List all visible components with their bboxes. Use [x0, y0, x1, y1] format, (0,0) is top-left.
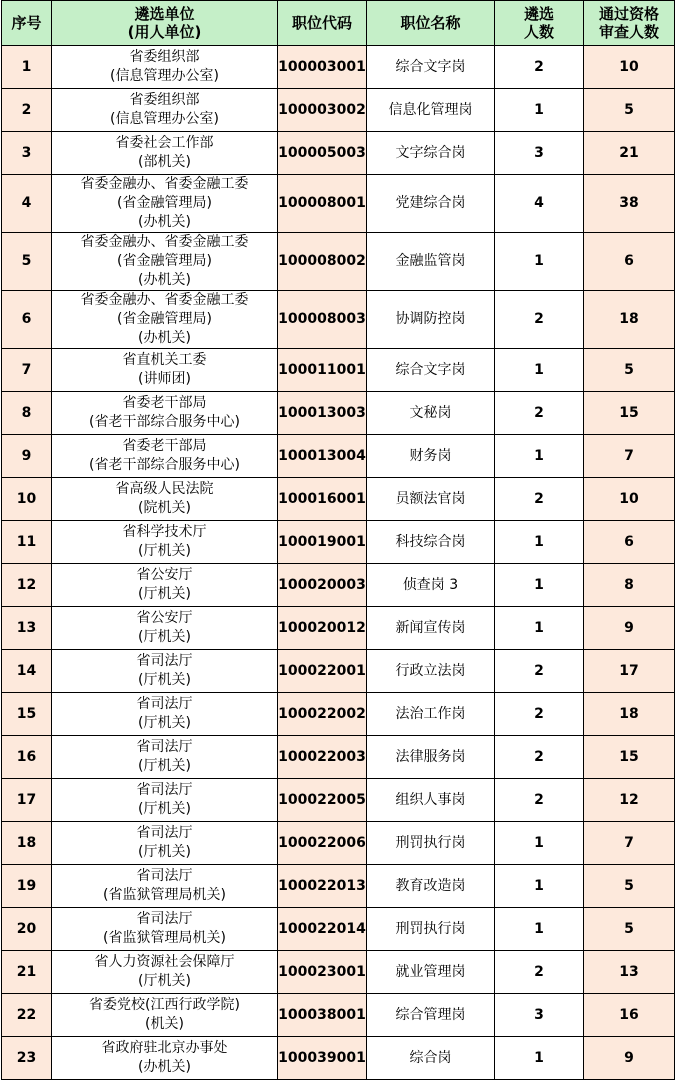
unit-line: 省委组织部 — [129, 92, 200, 108]
cell-unit — [52, 521, 278, 564]
cell-seq: 17 — [2, 779, 52, 822]
cell-passed: 6 — [584, 521, 675, 564]
unit-line: 省委金融办、省委金融工委 — [80, 234, 249, 250]
cell-code: 100023001 — [278, 951, 367, 994]
cell-position-name: 综合文字岗 — [367, 349, 495, 392]
cell-code: 100003002 — [278, 89, 367, 132]
unit-line: (部机关) — [138, 154, 191, 170]
header-passed-line1: 通过资格 — [598, 5, 659, 23]
cell-unit — [52, 46, 278, 89]
unit-line: (厅机关) — [138, 586, 191, 602]
unit-line: 省司法厅 — [136, 739, 193, 755]
cell-passed: 5 — [584, 908, 675, 951]
header-unit-line2: (用人单位) — [127, 23, 202, 41]
cell-unit — [52, 607, 278, 650]
cell-seq: 9 — [2, 435, 52, 478]
selection-results-table — [1, 0, 675, 1080]
unit-line: (省监狱管理局机关) — [103, 930, 226, 946]
cell-unit — [52, 349, 278, 392]
cell-passed: 18 — [584, 693, 675, 736]
cell-count: 1 — [495, 233, 584, 291]
cell-code: 100022006 — [278, 822, 367, 865]
unit-line: (信息管理办公室) — [110, 68, 219, 84]
cell-seq: 21 — [2, 951, 52, 994]
cell-unit — [52, 89, 278, 132]
cell-passed: 9 — [584, 607, 675, 650]
cell-seq: 19 — [2, 865, 52, 908]
cell-position-name: 金融监管岗 — [367, 233, 495, 291]
cell-count: 3 — [495, 132, 584, 175]
cell-code: 100016001 — [278, 478, 367, 521]
cell-unit — [52, 994, 278, 1037]
cell-seq: 16 — [2, 736, 52, 779]
cell-code: 100019001 — [278, 521, 367, 564]
table-row — [2, 865, 675, 908]
cell-unit — [52, 736, 278, 779]
unit-line: (院机关) — [138, 500, 191, 516]
unit-line: 省司法厅 — [136, 653, 193, 669]
cell-code: 100022001 — [278, 650, 367, 693]
table-row — [2, 1037, 675, 1080]
cell-count: 1 — [495, 435, 584, 478]
cell-code: 100013004 — [278, 435, 367, 478]
cell-count: 1 — [495, 822, 584, 865]
table-row — [2, 521, 675, 564]
unit-line: (办机关) — [138, 330, 191, 346]
table-row — [2, 736, 675, 779]
cell-seq: 3 — [2, 132, 52, 175]
cell-position-name: 综合岗 — [367, 1037, 495, 1080]
cell-seq: 15 — [2, 693, 52, 736]
unit-line: (信息管理办公室) — [110, 111, 219, 127]
header-seq: 序号 — [2, 1, 52, 46]
cell-seq: 23 — [2, 1037, 52, 1080]
cell-count: 4 — [495, 175, 584, 233]
cell-seq: 14 — [2, 650, 52, 693]
cell-unit — [52, 865, 278, 908]
cell-position-name: 刑罚执行岗 — [367, 822, 495, 865]
cell-code: 100038001 — [278, 994, 367, 1037]
cell-position-name: 法治工作岗 — [367, 693, 495, 736]
header-count-line2: 人数 — [523, 23, 554, 41]
cell-code: 100008003 — [278, 291, 367, 349]
cell-count: 2 — [495, 478, 584, 521]
table-row — [2, 392, 675, 435]
table-row — [2, 779, 675, 822]
unit-line: 省委金融办、省委金融工委 — [80, 176, 249, 192]
table-row — [2, 132, 675, 175]
unit-line: 省政府驻北京办事处 — [101, 1040, 228, 1056]
unit-line: (厅机关) — [138, 543, 191, 559]
unit-line: (厅机关) — [138, 758, 191, 774]
cell-code: 100022005 — [278, 779, 367, 822]
cell-position-name: 协调防控岗 — [367, 291, 495, 349]
cell-count: 3 — [495, 994, 584, 1037]
cell-position-name: 员额法官岗 — [367, 478, 495, 521]
cell-code: 100020003 — [278, 564, 367, 607]
table-row — [2, 46, 675, 89]
cell-seq: 6 — [2, 291, 52, 349]
cell-code: 100020012 — [278, 607, 367, 650]
cell-position-name: 综合文字岗 — [367, 46, 495, 89]
cell-unit — [52, 822, 278, 865]
cell-unit — [52, 564, 278, 607]
cell-code: 100022002 — [278, 693, 367, 736]
cell-position-name: 财务岗 — [367, 435, 495, 478]
unit-line: (厅机关) — [138, 672, 191, 688]
cell-count: 1 — [495, 908, 584, 951]
table-row — [2, 822, 675, 865]
unit-line: (省老干部综合服务中心) — [89, 414, 240, 430]
cell-passed: 15 — [584, 736, 675, 779]
cell-unit — [52, 175, 278, 233]
unit-line: (办机关) — [138, 272, 191, 288]
unit-line: (省金融管理局) — [117, 195, 212, 211]
cell-seq: 18 — [2, 822, 52, 865]
table-row — [2, 89, 675, 132]
unit-line: 省委金融办、省委金融工委 — [80, 292, 249, 308]
unit-line: (讲师团) — [138, 371, 191, 387]
unit-line: 省高级人民法院 — [115, 481, 214, 497]
table-row — [2, 607, 675, 650]
cell-code: 100022013 — [278, 865, 367, 908]
unit-line: 省司法厅 — [136, 782, 193, 798]
cell-seq: 11 — [2, 521, 52, 564]
cell-seq: 1 — [2, 46, 52, 89]
cell-count: 1 — [495, 521, 584, 564]
cell-code: 100011001 — [278, 349, 367, 392]
unit-line: 省司法厅 — [136, 825, 193, 841]
header-count — [495, 1, 584, 46]
cell-position-name: 刑罚执行岗 — [367, 908, 495, 951]
table-row — [2, 951, 675, 994]
header-code: 职位代码 — [278, 1, 367, 46]
table-row — [2, 650, 675, 693]
cell-passed: 17 — [584, 650, 675, 693]
unit-line: 省委老干部局 — [122, 438, 207, 454]
cell-position-name: 科技综合岗 — [367, 521, 495, 564]
unit-line: 省司法厅 — [136, 696, 193, 712]
cell-count: 1 — [495, 1037, 584, 1080]
unit-line: 省人力资源社会保障厅 — [94, 954, 235, 970]
header-passed — [584, 1, 675, 46]
cell-passed: 16 — [584, 994, 675, 1037]
unit-line: (厅机关) — [138, 844, 191, 860]
unit-line: (厅机关) — [138, 629, 191, 645]
cell-unit — [52, 435, 278, 478]
cell-count: 2 — [495, 779, 584, 822]
unit-line: 省委社会工作部 — [115, 135, 214, 151]
cell-position-name: 侦查岗 3 — [367, 564, 495, 607]
cell-count: 1 — [495, 89, 584, 132]
cell-code: 100008001 — [278, 175, 367, 233]
header-unit-line1: 遴选单位 — [134, 5, 195, 23]
cell-passed: 38 — [584, 175, 675, 233]
cell-passed: 6 — [584, 233, 675, 291]
cell-position-name: 文字综合岗 — [367, 132, 495, 175]
cell-count: 1 — [495, 564, 584, 607]
header-unit — [52, 1, 278, 46]
cell-position-name: 法律服务岗 — [367, 736, 495, 779]
cell-position-name: 就业管理岗 — [367, 951, 495, 994]
cell-passed: 13 — [584, 951, 675, 994]
cell-seq: 13 — [2, 607, 52, 650]
unit-line: (厅机关) — [138, 801, 191, 817]
cell-code: 100039001 — [278, 1037, 367, 1080]
unit-line: 省委老干部局 — [122, 395, 207, 411]
cell-seq: 20 — [2, 908, 52, 951]
table-body — [2, 46, 675, 1080]
cell-count: 2 — [495, 736, 584, 779]
unit-line: 省司法厅 — [136, 868, 193, 884]
cell-count: 1 — [495, 349, 584, 392]
table-row — [2, 564, 675, 607]
table-row — [2, 435, 675, 478]
cell-code: 100008002 — [278, 233, 367, 291]
table-row — [2, 349, 675, 392]
cell-unit — [52, 693, 278, 736]
cell-position-name: 行政立法岗 — [367, 650, 495, 693]
cell-passed: 15 — [584, 392, 675, 435]
cell-position-name: 信息化管理岗 — [367, 89, 495, 132]
cell-seq: 10 — [2, 478, 52, 521]
unit-line: (省金融管理局) — [117, 311, 212, 327]
unit-line: (机关) — [145, 1016, 184, 1032]
cell-passed: 7 — [584, 822, 675, 865]
cell-passed: 12 — [584, 779, 675, 822]
table-row — [2, 693, 675, 736]
cell-passed: 8 — [584, 564, 675, 607]
table-row — [2, 291, 675, 349]
table-row — [2, 908, 675, 951]
unit-line: 省公安厅 — [136, 567, 193, 583]
cell-passed: 5 — [584, 89, 675, 132]
cell-code: 100003001 — [278, 46, 367, 89]
cell-code: 100005003 — [278, 132, 367, 175]
unit-line: 省司法厅 — [136, 911, 193, 927]
table-row — [2, 478, 675, 521]
cell-count: 2 — [495, 693, 584, 736]
cell-unit — [52, 478, 278, 521]
cell-seq: 7 — [2, 349, 52, 392]
unit-line: (办机关) — [138, 214, 191, 230]
cell-code: 100022003 — [278, 736, 367, 779]
cell-unit — [52, 779, 278, 822]
cell-code: 100022014 — [278, 908, 367, 951]
cell-count: 2 — [495, 392, 584, 435]
cell-unit — [52, 650, 278, 693]
cell-position-name: 综合管理岗 — [367, 994, 495, 1037]
cell-passed: 7 — [584, 435, 675, 478]
cell-code: 100013003 — [278, 392, 367, 435]
cell-position-name: 新闻宣传岗 — [367, 607, 495, 650]
cell-unit — [52, 233, 278, 291]
cell-seq: 8 — [2, 392, 52, 435]
cell-passed: 5 — [584, 349, 675, 392]
header-row — [2, 1, 675, 46]
unit-line: (省金融管理局) — [117, 253, 212, 269]
cell-passed: 18 — [584, 291, 675, 349]
cell-unit — [52, 392, 278, 435]
unit-line: 省委党校(江西行政学院) — [89, 997, 240, 1013]
cell-position-name: 组织人事岗 — [367, 779, 495, 822]
unit-line: (厅机关) — [138, 973, 191, 989]
cell-passed: 21 — [584, 132, 675, 175]
unit-line: 省直机关工委 — [122, 352, 207, 368]
unit-line: (省老干部综合服务中心) — [89, 457, 240, 473]
unit-line: (办机关) — [138, 1059, 191, 1075]
cell-unit — [52, 1037, 278, 1080]
cell-passed: 10 — [584, 46, 675, 89]
header-passed-line2: 审查人数 — [598, 23, 659, 41]
cell-count: 1 — [495, 607, 584, 650]
cell-count: 2 — [495, 650, 584, 693]
cell-unit — [52, 291, 278, 349]
cell-unit — [52, 132, 278, 175]
table-row — [2, 175, 675, 233]
unit-line: 省科学技术厅 — [122, 524, 207, 540]
cell-count: 2 — [495, 291, 584, 349]
unit-line: 省委组织部 — [129, 49, 200, 65]
table-row — [2, 233, 675, 291]
table-row — [2, 994, 675, 1037]
unit-line: (厅机关) — [138, 715, 191, 731]
header-name: 职位名称 — [367, 1, 495, 46]
cell-unit — [52, 951, 278, 994]
cell-count: 1 — [495, 865, 584, 908]
cell-passed: 5 — [584, 865, 675, 908]
unit-line: 省公安厅 — [136, 610, 193, 626]
unit-line: (省监狱管理局机关) — [103, 887, 226, 903]
cell-passed: 9 — [584, 1037, 675, 1080]
cell-seq: 4 — [2, 175, 52, 233]
cell-count: 2 — [495, 951, 584, 994]
cell-unit — [52, 908, 278, 951]
cell-seq: 12 — [2, 564, 52, 607]
cell-seq: 22 — [2, 994, 52, 1037]
cell-count: 2 — [495, 46, 584, 89]
cell-passed: 10 — [584, 478, 675, 521]
cell-position-name: 教育改造岗 — [367, 865, 495, 908]
cell-seq: 5 — [2, 233, 52, 291]
header-count-line1: 遴选 — [523, 5, 554, 23]
cell-seq: 2 — [2, 89, 52, 132]
cell-position-name: 党建综合岗 — [367, 175, 495, 233]
cell-position-name: 文秘岗 — [367, 392, 495, 435]
